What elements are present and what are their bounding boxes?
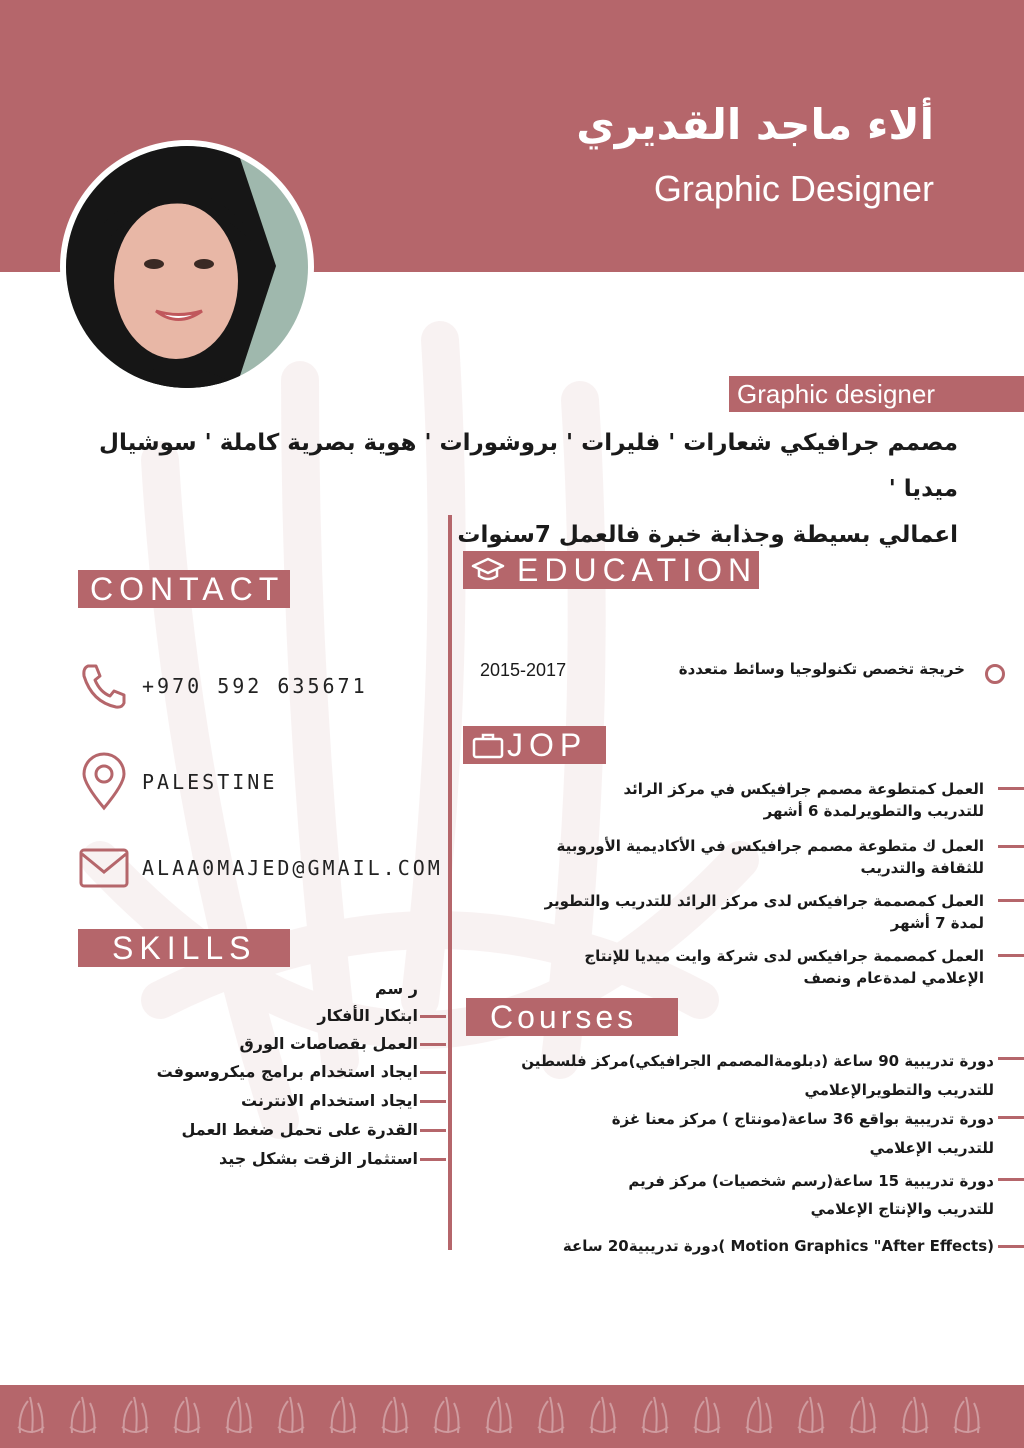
person-name: ألاء ماجد القديري (576, 100, 934, 149)
job-line: الإعلامي لمدةعام ونصف (803, 969, 984, 987)
summary-line-2: اعمالي بسيطة وجذابة خبرة فالعمل 7سنوات (457, 522, 958, 548)
job-tick (998, 954, 1024, 957)
timeline-dot-icon (985, 664, 1005, 684)
skill-item: العمل بقصاصات الورق (239, 1034, 418, 1053)
course-item (628, 1167, 994, 1223)
job-line: العمل ك متطوعة مصمم جرافيكس في الأكاديمية الأوروبية (556, 837, 984, 855)
course-line: دورة تدريبية 15 ساعة(رسم شخصيات) مركز فريم (628, 1172, 994, 1190)
course-line: دورة تدريبية 90 ساعة (دبلومةالمصمم الجرافيكي)مركز فلسطين (521, 1052, 994, 1070)
skill-item: ايجاد استخدام الانترنت (241, 1091, 418, 1110)
course-tick (998, 1057, 1024, 1060)
summary-text (58, 420, 958, 558)
briefcase-icon (471, 731, 505, 759)
job-tick (998, 787, 1024, 790)
calligraphy-motif-icon (274, 1393, 308, 1437)
skill-tick (420, 1043, 446, 1046)
education-degree: خريجة تخصص تكنولوجيا وسائط متعددة (678, 660, 965, 678)
job-line: العمل كمتطوعة مصمم جرافيكس في مركز الرائد (623, 780, 984, 798)
calligraphy-motif-icon (14, 1393, 48, 1437)
calligraphy-motif-icon (378, 1393, 412, 1437)
summary-line-1: مصمم جرافيكي شعارات ' فليرات ' بروشورات ' هوية بصرية كاملة ' سوشيال ميديا ' (99, 430, 958, 502)
course-line: للتدريب الإعلامي (869, 1139, 994, 1157)
job-line: العمل كمصممة جرافيكس لدى شركة وايت ميديا للإنتاج (584, 947, 984, 965)
contact-phone-row (78, 660, 368, 712)
person-role: Graphic Designer (653, 168, 934, 209)
footer-pattern (0, 1385, 1024, 1445)
skill-item: ر سم (374, 979, 418, 998)
skill-item: القدرة على تحمل ضغط العمل (181, 1120, 418, 1139)
calligraphy-motif-icon (742, 1393, 776, 1437)
job-item (545, 890, 984, 934)
skill-item: استثمار الزقت بشكل جيد (219, 1149, 418, 1168)
course-item (612, 1105, 994, 1163)
location-pin-icon (78, 752, 130, 812)
job-line: لمدة 7 أشهر (890, 914, 984, 932)
job-item (556, 835, 984, 879)
job-item (584, 945, 984, 989)
calligraphy-motif-icon (534, 1393, 568, 1437)
calligraphy-motif-icon (170, 1393, 204, 1437)
job-line: العمل كمصممة جرافيكس لدى مركز الرائد للتدريب والتطوير (544, 892, 984, 910)
course-tick (998, 1178, 1024, 1181)
summary-pill: Graphic designer (729, 376, 1024, 412)
email-address[interactable]: ALAA0MAJED@GMAIL.COM (142, 856, 443, 880)
education-title (463, 551, 759, 589)
calligraphy-motif-icon (638, 1393, 672, 1437)
course-item (521, 1047, 994, 1105)
contact-email-row (78, 846, 443, 890)
phone-icon (78, 660, 130, 712)
job-line: للتدريب والتطويرلمدة 6 أشهر (763, 802, 984, 820)
footer-band (0, 1385, 1024, 1448)
calligraphy-motif-icon (690, 1393, 724, 1437)
phone-number[interactable]: +970 592 635671 (142, 674, 368, 698)
calligraphy-motif-icon (950, 1393, 984, 1437)
location-text: PALESTINE (142, 770, 278, 794)
calligraphy-motif-icon (794, 1393, 828, 1437)
skill-item: ابتكار الأفكار (317, 1006, 418, 1025)
graduation-cap-icon (471, 556, 505, 584)
calligraphy-motif-icon (222, 1393, 256, 1437)
education-title-text: EDUCATION (517, 552, 758, 588)
course-tick (998, 1245, 1024, 1248)
calligraphy-motif-icon (898, 1393, 932, 1437)
calligraphy-motif-icon (846, 1393, 880, 1437)
job-tick (998, 899, 1024, 902)
job-tick (998, 845, 1024, 848)
calligraphy-motif-icon (482, 1393, 516, 1437)
calligraphy-motif-icon (430, 1393, 464, 1437)
skill-tick (420, 1158, 446, 1161)
education-years: 2015-2017 (480, 660, 567, 680)
courses-title: Courses (466, 998, 678, 1036)
contact-title: CONTACT (78, 570, 290, 608)
job-line: للثقافة والتدريب (860, 859, 984, 877)
timeline-divider (448, 515, 452, 1250)
calligraphy-motif-icon (326, 1393, 360, 1437)
mail-icon (78, 846, 130, 890)
course-line: دورة تدريبية20 ساعة( Motion Graphics "After Effects) (562, 1237, 994, 1255)
calligraphy-motif-icon (586, 1393, 620, 1437)
skill-item: ايجاد استخدام برامج ميكروسوفت (156, 1062, 418, 1081)
job-item (623, 778, 984, 822)
education-entry (480, 660, 1005, 686)
calligraphy-motif-icon (66, 1393, 100, 1437)
course-line: للتدريب والإنتاج الإعلامي (810, 1200, 994, 1218)
course-item (563, 1235, 994, 1257)
skill-tick (420, 1100, 446, 1103)
calligraphy-motif-icon (118, 1393, 152, 1437)
contact-location-row (78, 752, 277, 812)
course-line: دورة تدريبية بواقع 36 ساعة(مونتاج ) مركز معنا غزة (611, 1110, 994, 1128)
course-line: للتدريب والتطويرالإعلامي (804, 1081, 994, 1099)
jop-title (463, 726, 606, 764)
skill-tick (420, 1129, 446, 1132)
skills-title: SKILLS (78, 929, 290, 967)
jop-title-text: JOP (507, 727, 588, 763)
course-tick (998, 1116, 1024, 1119)
skill-tick (420, 1071, 446, 1074)
skill-tick (420, 1015, 446, 1018)
